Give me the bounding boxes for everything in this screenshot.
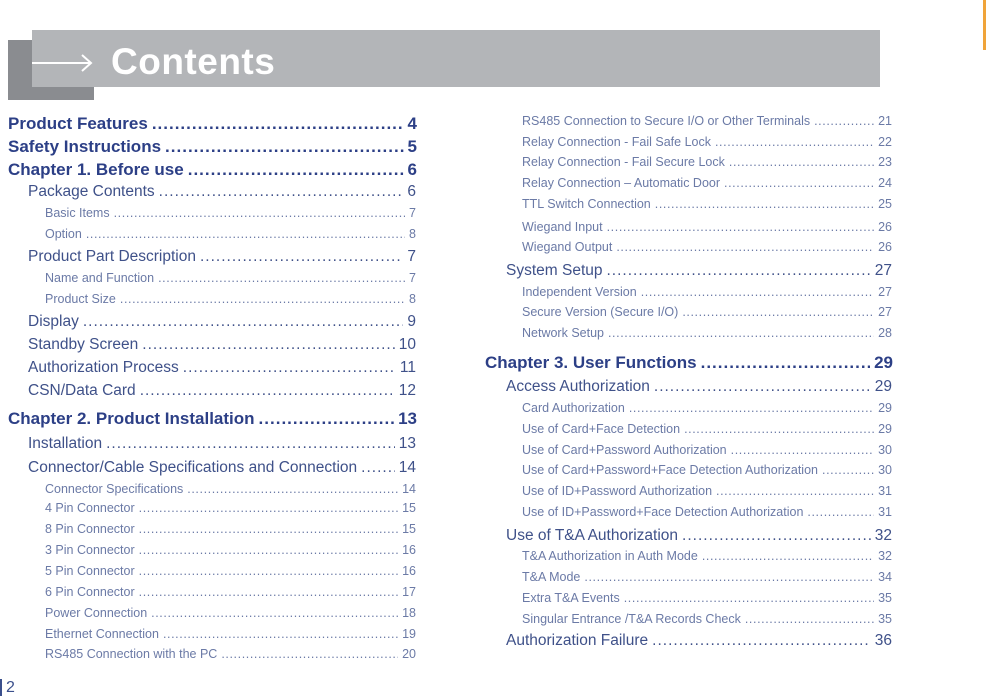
toc-leader-dots	[139, 501, 398, 515]
toc-entry[interactable]	[522, 285, 892, 305]
toc-entry[interactable]	[8, 160, 417, 182]
toc-entry[interactable]	[28, 382, 416, 403]
toc-leader-dots	[684, 422, 874, 436]
toc-leader-dots	[221, 647, 398, 661]
toc-entry[interactable]	[522, 591, 892, 611]
toc-entry-page: 25	[878, 197, 892, 211]
toc-entry-title: Use of Card+Password Authorization	[522, 443, 727, 457]
toc-entry[interactable]	[485, 353, 893, 375]
toc-leader-dots	[807, 505, 874, 519]
toc-entry-page: 26	[878, 240, 892, 254]
toc-entry[interactable]	[28, 313, 416, 334]
toc-entry[interactable]	[506, 632, 892, 653]
toc-entry-page: 35	[878, 591, 892, 605]
toc-entry-title: Option	[45, 227, 82, 241]
toc-entry-page: 6	[407, 183, 416, 200]
toc-entry-page: 35	[878, 612, 892, 626]
toc-entry[interactable]	[45, 501, 416, 521]
toc-entry-title: Authorization Failure	[506, 632, 649, 649]
toc-entry-page: 23	[878, 155, 892, 169]
toc-entry-page: 32	[874, 527, 892, 544]
toc-leader-dots	[142, 336, 394, 354]
toc-entry[interactable]	[522, 422, 892, 442]
toc-leader-dots	[139, 522, 398, 536]
toc-leader-dots	[729, 155, 874, 169]
toc-leader-dots	[682, 527, 871, 545]
toc-entry-page: 13	[398, 435, 416, 452]
toc-entry-title: Display	[28, 313, 79, 330]
toc-leader-dots	[140, 382, 395, 400]
toc-entry-title: TTL Switch Connection	[522, 197, 651, 211]
toc-entry-page: 29	[874, 353, 893, 372]
toc-entry-title: 8 Pin Connector	[45, 522, 135, 536]
toc-entry[interactable]	[8, 114, 417, 136]
toc-entry-title: Wiegand Input	[522, 220, 603, 234]
toc-entry-title: Safety Instructions	[8, 137, 162, 156]
toc-entry[interactable]	[28, 336, 416, 357]
toc-entry[interactable]	[45, 647, 416, 667]
toc-entry-page: 5	[407, 137, 417, 156]
toc-entry-page: 7	[407, 248, 416, 265]
toc-entry-page: 22	[878, 135, 892, 149]
toc-entry[interactable]	[45, 606, 416, 626]
toc-entry-title: Connector/Cable Specifications and Connection	[28, 459, 358, 476]
toc-entry[interactable]	[45, 292, 416, 312]
toc-leader-dots	[188, 160, 404, 180]
toc-leader-dots	[114, 206, 405, 220]
toc-entry-page: 34	[878, 570, 892, 584]
toc-leader-dots	[745, 612, 874, 626]
toc-entry[interactable]	[8, 137, 417, 159]
toc-entry-page: 14	[402, 482, 416, 496]
toc-entry-title: Relay Connection - Fail Safe Lock	[522, 135, 711, 149]
toc-entry[interactable]	[28, 183, 416, 204]
toc-entry-title: 5 Pin Connector	[45, 564, 135, 578]
toc-entry-page: 13	[398, 409, 417, 428]
toc-entry-page: 16	[402, 564, 416, 578]
toc-entry-title: Extra T&A Events	[522, 591, 620, 605]
toc-entry-page: 7	[409, 206, 416, 220]
toc-entry-page: 27	[878, 285, 892, 299]
toc-entry-page: 20	[402, 647, 416, 661]
toc-leader-dots	[584, 570, 874, 584]
toc-entry[interactable]	[522, 443, 892, 463]
toc-entry-title: Access Authorization	[506, 378, 650, 395]
toc-entry-title: Chapter 3. User Functions	[485, 353, 697, 372]
toc-leader-dots	[814, 114, 874, 128]
toc-entry[interactable]	[506, 378, 892, 399]
toc-entry[interactable]	[522, 197, 892, 217]
toc-entry[interactable]	[506, 527, 892, 548]
toc-entry-title: Installation	[28, 435, 103, 452]
toc-entry-title: Package Contents	[28, 183, 155, 200]
toc-entry-page: 29	[874, 378, 892, 395]
toc-leader-dots	[607, 262, 871, 280]
toc-entry-title: Authorization Process	[28, 359, 179, 376]
toc-entry-title: Use of Card+Password+Face Detection Authorization	[522, 463, 818, 477]
toc-entry[interactable]	[522, 220, 892, 240]
toc-entry-title: Use of ID+Password+Face Detection Authorization	[522, 505, 804, 519]
toc-entry-title: Connector Specifications	[45, 482, 184, 496]
toc-leader-dots	[139, 543, 398, 557]
toc-entry[interactable]	[45, 271, 416, 291]
toc-entry-title: Card Authorization	[522, 401, 625, 415]
toc-leader-dots	[641, 285, 874, 299]
toc-leader-dots	[715, 135, 874, 149]
toc-leader-dots	[159, 183, 404, 201]
toc-entry-page: 16	[402, 543, 416, 557]
toc-entry[interactable]	[522, 114, 892, 134]
toc-entry-page: 32	[878, 549, 892, 563]
toc-leader-dots	[165, 137, 403, 157]
toc-leader-dots	[106, 435, 395, 453]
toc-leader-dots	[152, 114, 404, 134]
toc-entry[interactable]	[45, 482, 416, 502]
toc-entry-page: 15	[402, 501, 416, 515]
toc-leader-dots	[187, 482, 398, 496]
toc-entry-title: Name and Function	[45, 271, 155, 285]
toc-leader-dots	[86, 227, 405, 241]
toc-leader-dots	[151, 606, 398, 620]
toc-entry[interactable]	[28, 435, 416, 456]
toc-entry[interactable]	[522, 549, 892, 569]
toc-entry-title: Relay Connection – Automatic Door	[522, 176, 721, 190]
toc-entry[interactable]	[8, 409, 417, 431]
toc-entry-page: 30	[878, 463, 892, 477]
toc-leader-dots	[361, 459, 395, 477]
toc-entry-page: 8	[409, 292, 416, 306]
toc-entry-title: 4 Pin Connector	[45, 501, 135, 515]
toc-entry-title: Ethernet Connection	[45, 627, 159, 641]
toc-entry-title: Wiegand Output	[522, 240, 613, 254]
toc-entry-title: Use of Card+Face Detection	[522, 422, 681, 436]
toc-entry-title: Chapter 1. Before use	[8, 160, 184, 179]
toc-leader-dots	[724, 176, 874, 190]
toc-entry[interactable]	[522, 240, 892, 260]
toc-leader-dots	[607, 220, 874, 234]
toc-entry-title: RS485 Connection to Secure I/O or Other Terminals	[522, 114, 811, 128]
toc-leader-dots	[701, 353, 870, 373]
toc-leader-dots	[616, 240, 874, 254]
toc-entry-page: 9	[407, 313, 416, 330]
toc-entry-page: 24	[878, 176, 892, 190]
toc-entry[interactable]	[45, 206, 416, 226]
toc-entry-title: System Setup	[506, 262, 603, 279]
toc-leader-dots	[655, 197, 874, 211]
toc-entry-page: 10	[398, 336, 416, 353]
toc-entry-page: 29	[878, 422, 892, 436]
toc-leader-dots	[716, 484, 874, 498]
page-number: 2	[0, 679, 15, 696]
toc-entry[interactable]	[28, 248, 416, 269]
toc-leader-dots	[120, 292, 405, 306]
toc-entry-page: 11	[399, 359, 416, 376]
toc-entry[interactable]	[522, 505, 892, 525]
toc-leader-dots	[259, 409, 395, 429]
toc-entry-title: Relay Connection - Fail Secure Lock	[522, 155, 725, 169]
toc-leader-dots	[731, 443, 874, 457]
toc-entry[interactable]	[45, 227, 416, 247]
toc-entry-title: Independent Version	[522, 285, 637, 299]
toc-leader-dots	[83, 313, 404, 331]
toc-entry-title: Chapter 2. Product Installation	[8, 409, 255, 428]
toc-entry[interactable]	[45, 543, 416, 563]
toc-entry-page: 30	[878, 443, 892, 457]
toc-entry-page: 6	[407, 160, 417, 179]
toc-entry-title: Basic Items	[45, 206, 110, 220]
toc-entry-title: T&A Authorization in Auth Mode	[522, 549, 698, 563]
toc-entry-page: 14	[398, 459, 416, 476]
toc-entry-title: Product Size	[45, 292, 116, 306]
toc-entry-page: 18	[402, 606, 416, 620]
toc-leader-dots	[139, 564, 398, 578]
toc-entry-title: 6 Pin Connector	[45, 585, 135, 599]
toc-leader-dots	[629, 401, 874, 415]
toc-leader-dots	[200, 248, 403, 266]
toc-entry[interactable]	[45, 585, 416, 605]
toc-leader-dots	[158, 271, 405, 285]
toc-leader-dots	[702, 549, 874, 563]
toc-entry[interactable]	[522, 463, 892, 483]
toc-entry-page: 31	[878, 484, 892, 498]
toc-entry-title: Singular Entrance /T&A Records Check	[522, 612, 741, 626]
toc-entry-title: Secure Version (Secure I/O)	[522, 305, 679, 319]
toc-leader-dots	[652, 632, 871, 650]
toc-entry-page: 27	[878, 305, 892, 319]
toc-entry-title: RS485 Connection with the PC	[45, 647, 218, 661]
toc-entry[interactable]	[522, 612, 892, 632]
toc-entry-page: 19	[402, 627, 416, 641]
toc-entry[interactable]	[522, 570, 892, 590]
toc-entry[interactable]	[522, 176, 892, 196]
toc-leader-dots	[654, 378, 871, 396]
toc-entry[interactable]	[522, 401, 892, 421]
toc-entry-page: 7	[409, 271, 416, 285]
toc-leader-dots	[624, 591, 874, 605]
toc-entry[interactable]	[45, 564, 416, 584]
toc-entry-title: Power Connection	[45, 606, 148, 620]
toc-leader-dots	[822, 463, 874, 477]
toc-leader-dots	[163, 627, 398, 641]
toc-leader-dots	[682, 305, 874, 319]
toc-entry-page: 4	[407, 114, 417, 133]
toc-entry-page: 26	[878, 220, 892, 234]
toc-entry[interactable]	[506, 262, 892, 283]
toc-entry[interactable]	[522, 135, 892, 155]
toc-entry-page: 36	[874, 632, 892, 649]
toc-entry[interactable]	[522, 484, 892, 504]
page-title: Contents	[111, 41, 276, 82]
toc-entry[interactable]	[522, 305, 892, 325]
toc-leader-dots	[183, 359, 396, 377]
toc-entry-title: T&A Mode	[522, 570, 581, 584]
toc-entry-title: Product Features	[8, 114, 148, 133]
toc-entry-title: Network Setup	[522, 326, 604, 340]
toc-entry-page: 8	[409, 227, 416, 241]
toc-entry[interactable]	[28, 359, 416, 380]
toc-entry-title: CSN/Data Card	[28, 382, 136, 399]
toc-entry-page: 17	[402, 585, 416, 599]
toc-entry[interactable]	[45, 522, 416, 542]
toc-entry[interactable]	[28, 459, 416, 480]
toc-entry[interactable]	[45, 627, 416, 647]
toc-leader-dots	[139, 585, 398, 599]
toc-entry-page: 29	[878, 401, 892, 415]
toc-entry[interactable]	[522, 155, 892, 175]
toc-entry-page: 21	[878, 114, 892, 128]
toc-entry[interactable]	[522, 326, 892, 346]
toc-entry-page: 27	[874, 262, 892, 279]
toc-entry-title: Use of ID+Password Authorization	[522, 484, 713, 498]
toc-entry-title: Standby Screen	[28, 336, 139, 353]
toc-leader-dots	[608, 326, 874, 340]
toc-entry-title: Product Part Description	[28, 248, 196, 265]
toc-entry-page: 15	[402, 522, 416, 536]
toc-entry-page: 12	[398, 382, 416, 399]
toc-entry-page: 28	[878, 326, 892, 340]
toc-entry-title: 3 Pin Connector	[45, 543, 135, 557]
toc-entry-title: Use of T&A Authorization	[506, 527, 679, 544]
toc-entry-page: 31	[878, 505, 892, 519]
